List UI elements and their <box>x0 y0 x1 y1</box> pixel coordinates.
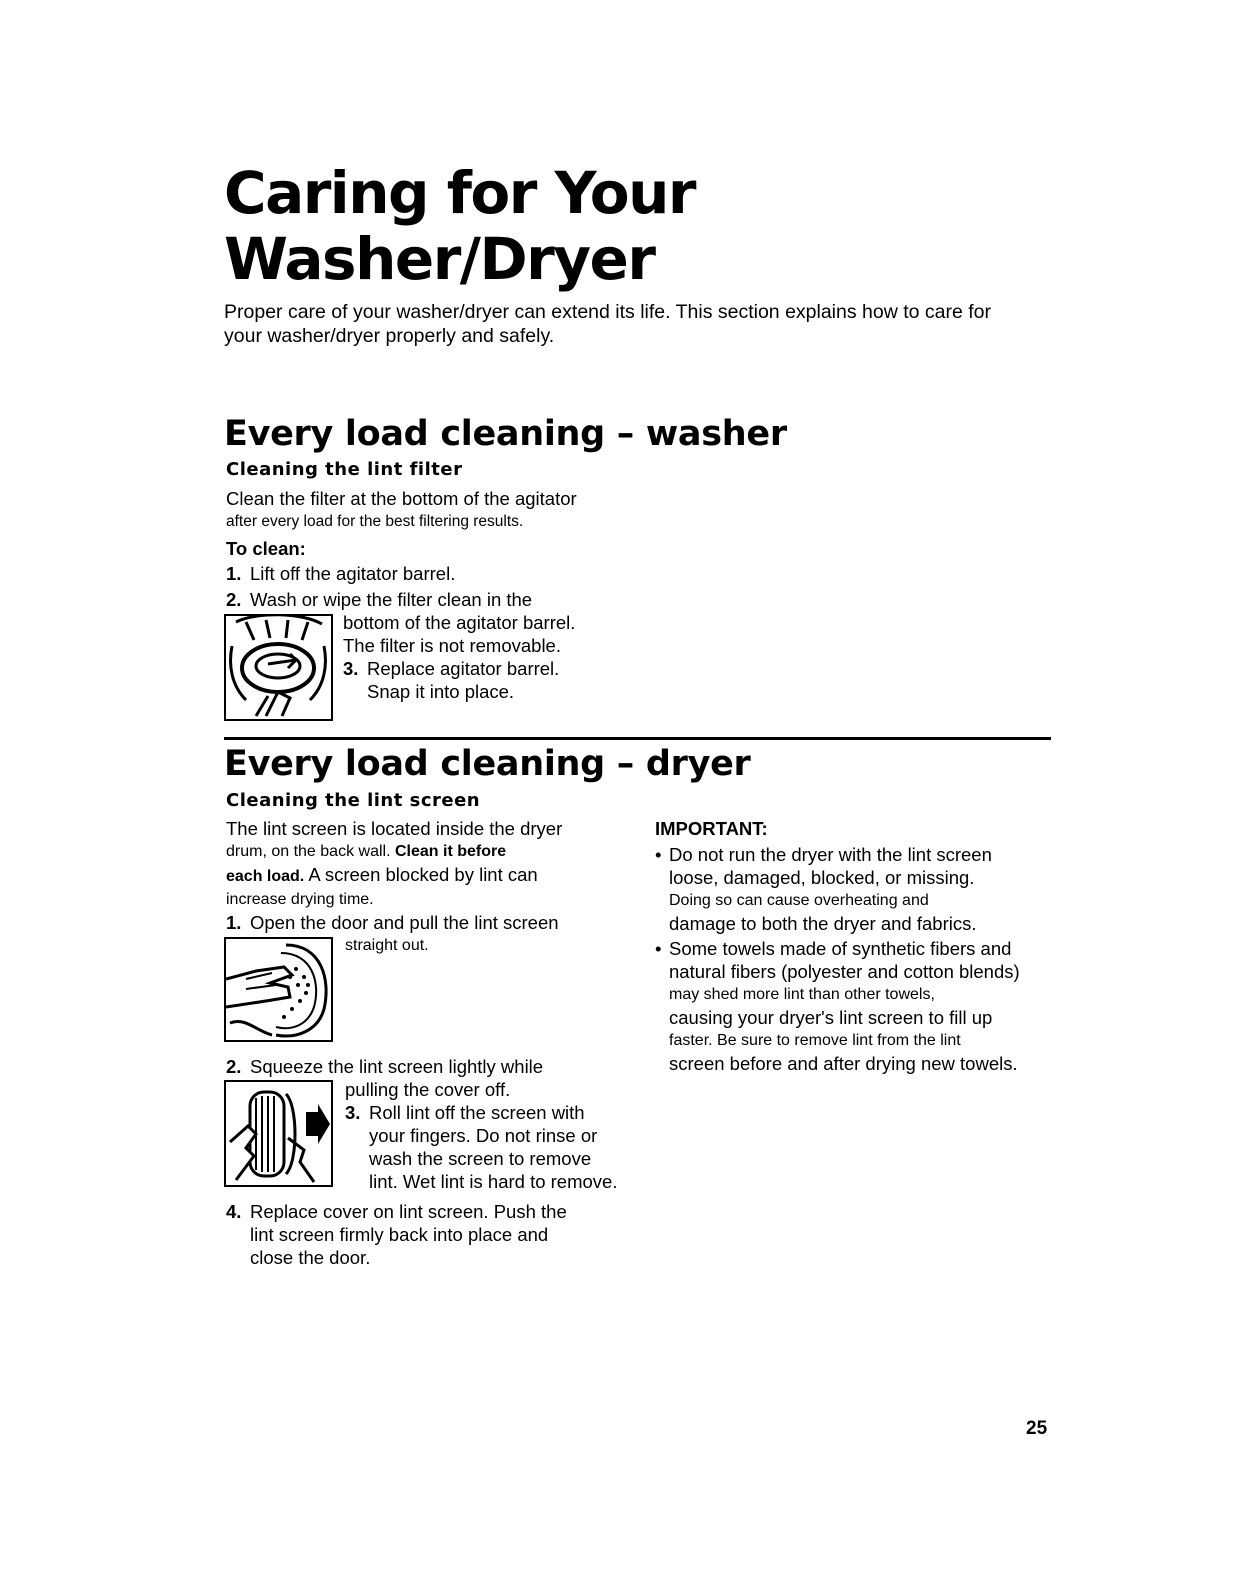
intro-line-2: your washer/dryer properly and safely. <box>224 325 555 347</box>
important-bullet-2-line-3: may shed more lint than other towels, <box>669 986 935 1003</box>
dryer-step-4-text <box>250 1200 567 1269</box>
intro-line-1: Proper care of your washer/dryer can extend its life. This section explains how to care for <box>224 301 992 323</box>
washer-desc-line-1: Clean the filter at the bottom of the agitator <box>226 488 577 509</box>
washer-step-3 <box>343 657 643 680</box>
important-bullet-2-text <box>669 937 1020 1075</box>
washer-subheading: Cleaning the lint filter <box>226 459 463 480</box>
washer-desc-line-2: after every load for the best filtering results. <box>226 513 524 530</box>
important-bullet-1-line-3: Doing so can cause overheating and <box>669 892 929 909</box>
agitator-filter-illustration-icon <box>224 614 333 721</box>
washer-step-2-text-3: The filter is not removable. <box>343 635 561 656</box>
page-title-line-2: Washer/Dryer <box>224 225 655 293</box>
dryer-step-1-number: 1. <box>226 912 242 933</box>
dryer-desc-line-2 <box>226 840 636 863</box>
important-bullet-1-text <box>669 843 992 935</box>
dryer-step-3-text-1: Roll lint off the screen with <box>369 1102 585 1123</box>
dryer-desc-emphasis-2: each load. <box>226 868 305 885</box>
important-bullet-2-line-5: faster. Be sure to remove lint from the lint <box>669 1032 961 1049</box>
dryer-step-3 <box>345 1101 655 1124</box>
important-bullet-2-line-2: natural fibers (polyester and cotton blends) <box>669 961 1020 982</box>
important-bullet-2-line-6: screen before and after drying new towels. <box>669 1053 1018 1074</box>
section-divider <box>224 737 1051 740</box>
washer-step-2-number: 2. <box>226 589 242 610</box>
lint-screen-removal-illustration-icon <box>224 937 333 1042</box>
washer-step-3-text-2: Snap it into place. <box>367 681 515 702</box>
dryer-desc-line-2-text: drum, on the back wall. <box>226 843 391 860</box>
washer-step-3-text-1: Replace agitator barrel. <box>367 658 560 679</box>
dryer-step-1-text-1: Open the door and pull the lint screen <box>250 912 559 933</box>
dryer-step-4-text-1: Replace cover on lint screen. Push the <box>250 1201 567 1222</box>
dryer-step-1 <box>226 911 646 934</box>
lint-screen-squeeze-illustration-icon <box>224 1080 333 1187</box>
dryer-desc-line-3-text: A screen blocked by lint can <box>308 864 538 885</box>
page-title-line-1: Caring for Your <box>224 159 695 227</box>
dryer-step-3-text-2: your fingers. Do not rinse or <box>369 1125 598 1146</box>
dryer-step-3-text-4: lint. Wet lint is hard to remove. <box>369 1171 618 1192</box>
dryer-step-2-text-2: pulling the cover off. <box>345 1079 511 1100</box>
important-label: IMPORTANT: <box>655 818 768 839</box>
dryer-step-2-number: 2. <box>226 1056 242 1077</box>
washer-description <box>226 487 646 533</box>
washer-step-2-text-2: bottom of the agitator barrel. <box>343 612 576 633</box>
dryer-description <box>226 817 636 911</box>
bullet-dot-icon: • <box>655 844 662 865</box>
to-clean-label: To clean: <box>226 538 306 559</box>
dryer-desc-line-1: The lint screen is located inside the dryer <box>226 818 563 839</box>
washer-step-2-cont <box>343 611 643 703</box>
page-title <box>224 160 924 292</box>
important-bullet-2-line-1: Some towels made of synthetic fibers and <box>669 938 1012 959</box>
dryer-step-2-3-cont <box>345 1078 655 1193</box>
dryer-step-4-number: 4. <box>226 1201 242 1222</box>
washer-step-1-number: 1. <box>226 563 242 584</box>
dryer-step-4 <box>226 1200 646 1269</box>
important-bullet-2-line-4: causing your dryer's lint screen to fill up <box>669 1007 993 1028</box>
page-number: 25 <box>1026 1418 1048 1439</box>
important-bullet-1-line-4: damage to both the dryer and fabrics. <box>669 913 977 934</box>
dryer-step-2 <box>226 1055 646 1078</box>
washer-step-2-text-1: Wash or wipe the filter clean in the <box>250 589 533 610</box>
washer-step-3-number: 3. <box>343 658 359 679</box>
dryer-step-1-text-2: straight out. <box>345 937 429 954</box>
washer-step-2-line-1 <box>226 588 656 611</box>
dryer-step-4-text-2: lint screen firmly back into place and <box>250 1224 549 1245</box>
important-bullet-1 <box>655 843 1055 935</box>
important-bullet-1-line-2: loose, damaged, blocked, or missing. <box>669 867 975 888</box>
intro-paragraph <box>224 300 1024 348</box>
washer-step-1-text: Lift off the agitator barrel. <box>250 563 456 584</box>
important-bullet-1-line-1: Do not run the dryer with the lint screen <box>669 844 992 865</box>
dryer-step-4-text-3: close the door. <box>250 1247 371 1268</box>
dryer-step-3-number: 3. <box>345 1102 361 1123</box>
dryer-desc-line-4: increase drying time. <box>226 891 374 908</box>
dryer-step-3-text-3: wash the screen to remove <box>369 1148 592 1169</box>
dryer-step-2-text-1: Squeeze the lint screen lightly while <box>250 1056 544 1077</box>
washer-step-1 <box>226 562 656 585</box>
important-box <box>655 817 1055 1075</box>
dryer-desc-line-3 <box>226 863 636 888</box>
dryer-subheading: Cleaning the lint screen <box>226 790 481 811</box>
dryer-desc-emphasis-1: Clean it before <box>394 843 507 860</box>
washer-section-heading: Every load cleaning – washer <box>224 414 787 454</box>
important-bullet-2 <box>655 937 1055 1075</box>
bullet-dot-icon: • <box>655 938 662 959</box>
dryer-section-heading: Every load cleaning – dryer <box>224 744 751 784</box>
